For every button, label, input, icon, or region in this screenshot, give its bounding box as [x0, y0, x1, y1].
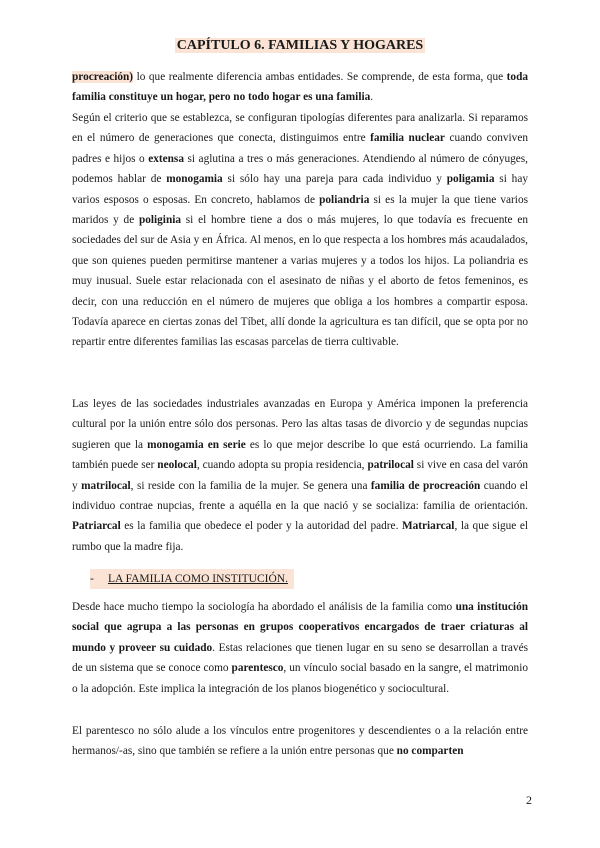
- page-number: 2: [526, 793, 532, 807]
- text-run: si el hombre tiene a dos o más mujeres, lo que todavía es frecuente en sociedades del sur de Asia y en África. Al menos, en lo que respecta a los hombres más acaudalados, que son quienes pueden permitirse mantener a varias mujeres y a todos los hijos. La poliandria es muy inusual. Suele estar relacionada con el asesinato de niñas y el aborto de fetos femeninos, es decir, con una reducción en el número de mujeres que obliga a los hombres a compartir esposa. Todavía aparece en ciertas zonas del Tíbet, allí donde la agricultura es tan difícil, que se opta por no repartir entre diferentes familias las escasas parcelas de tierra cultivable.: [72, 214, 528, 349]
- text-run: lo que realmente diferencia ambas entidades. Se comprende, de esta forma, que: [133, 71, 507, 83]
- bold-term: neolocal: [157, 459, 197, 472]
- text-run: es lo que mejor describe lo que está ocurriendo. La familia también puede ser: [72, 438, 528, 472]
- section-heading: [90, 569, 294, 589]
- bold-term: Matriarcal: [401, 520, 455, 533]
- text-run: si vive en casa del varón y: [72, 459, 528, 492]
- text-run: si es la mujer la que tiene varios maridos y de: [72, 193, 528, 227]
- section-title: LA FAMILIA COMO INSTITUCIÓN.: [108, 573, 288, 585]
- bold-term: una institución social que agrupa a las personas en grupos cooperativos encargados de traer criaturas al mundo y proveer su cuidado: [72, 601, 529, 654]
- paragraph-typologies: [72, 108, 528, 353]
- text-run: si sólo hay una pareja para cada individuo y: [222, 173, 447, 186]
- text-run: , la que sigue el rumbo que la madre fija.: [72, 520, 528, 553]
- text-run: cuando el individuo contrae nupcias, frente a aquélla en la que nació y se socializa: familia de orientación.: [72, 479, 528, 513]
- text-run: cuando conviven padres e hijos o: [72, 132, 528, 165]
- paragraph-procreation: [72, 67, 528, 108]
- bold-term: toda familia constituye un hogar, pero no todo hogar es una familia: [72, 71, 528, 104]
- text-run: si aglutina a tres o más generaciones. Atendiendo al número de cónyuges, podemos hablar de: [72, 152, 528, 186]
- bold-term: poliginia: [138, 214, 182, 227]
- bold-term: procreación): [72, 71, 134, 83]
- paragraph-kinship: [72, 721, 528, 762]
- text-run: Desde hace mucho tiempo la sociología ha abordado el análisis de la familia como: [72, 601, 456, 613]
- bold-term: extensa: [148, 152, 184, 165]
- text-run: Según el criterio que se establezca, se configuran tipologías diferentes para analizarla. Si reparamos en el número de generaciones que conecta, distinguimos entre: [72, 112, 528, 145]
- chapter-heading: [0, 36, 600, 56]
- chapter-title: CAPÍTULO 6. FAMILIAS Y HOGARES: [176, 38, 424, 53]
- bold-term: parentesco: [231, 662, 284, 675]
- text-run: El parentesco no sólo alude a los vínculos entre progenitores y descendientes o a la relación entre hermanos/-as, sino que también se refiere a la unión entre personas que: [72, 725, 528, 758]
- text-run: Las leyes de las sociedades industriales avanzadas en Europa y América imponen la preferencia cultural por la unión entre sólo dos personas. Pero las altas tasas de divorcio y de segundas nupcias sugieren que la: [72, 398, 528, 451]
- text-run: es la familia que obedece el poder y la autoridad del padre.: [120, 520, 402, 533]
- text-run: .: [370, 91, 374, 104]
- bold-term: monogamia en serie: [147, 438, 246, 451]
- text-run: . Estas relaciones que tienen lugar en su seno se desarrollan a través de un sistema que se conoce como: [72, 641, 528, 675]
- bold-term: poligamia: [446, 173, 495, 186]
- text-run: si hay varios esposos o esposas. En concreto, hablamos de: [72, 173, 528, 206]
- bold-term: poliandria: [319, 193, 370, 206]
- text-run: , un vínculo social basado en la sangre, el matrimonio o la adopción. Este implica la integración de los planos biogenético y sociocultural.: [72, 662, 528, 695]
- bold-term: matrilocal: [81, 479, 131, 492]
- bold-term: no comparten: [396, 745, 464, 758]
- bold-term: Patriarcal: [72, 520, 121, 533]
- bold-term: familia de procreación: [370, 479, 481, 492]
- section-bullet: -: [90, 573, 94, 585]
- bold-term: monogamia: [166, 173, 223, 186]
- paragraph-industrial-societies: [72, 394, 528, 557]
- text-run: , cuando adopta su propia residencia,: [196, 459, 368, 472]
- bold-term: familia nuclear: [370, 132, 445, 145]
- paragraph-institution: [72, 597, 528, 699]
- bold-term: patrilocal: [367, 459, 414, 472]
- text-run: , si reside con la familia de la mujer. Se genera una: [130, 479, 371, 492]
